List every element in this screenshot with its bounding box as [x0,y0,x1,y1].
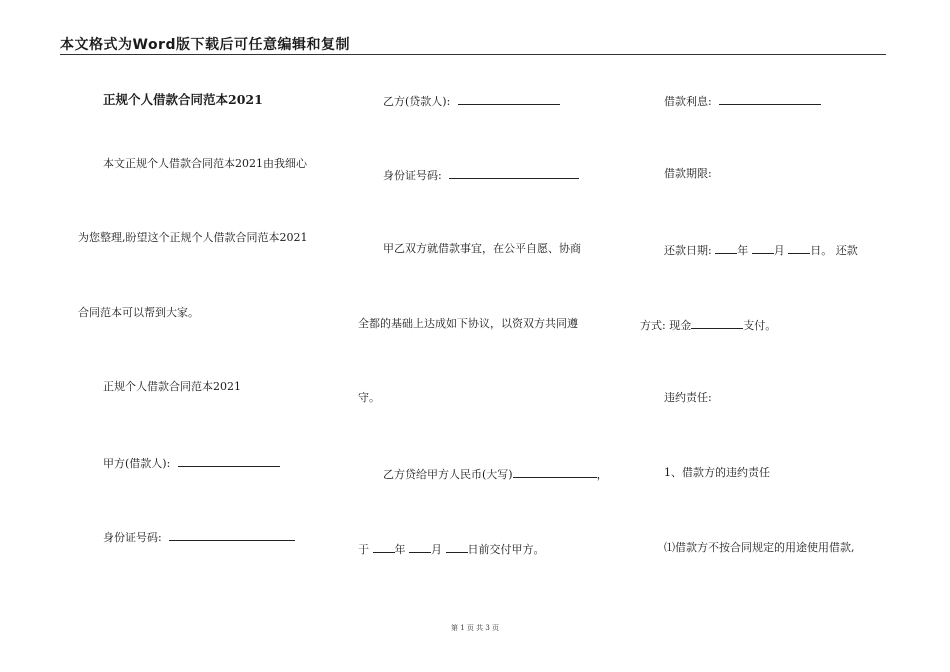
loan-amount-blank [513,466,597,478]
loan-amount-label: 乙方贷给甲方人民币(大写) [383,468,513,481]
delivery-day-label: 日前交付甲方。 [467,543,545,556]
repay-year-label: 年 [737,244,749,257]
intro-line-2: 为您整理,盼望这个正规个人借款合同范本2021 [78,231,308,244]
delivery-date-line [358,541,545,557]
delivery-month-label: 月 [431,543,442,556]
party-a-id-line [103,529,295,545]
contract-subtitle: 正规个人借款合同范本2021 [103,380,241,393]
party-a-label: 甲方(借款人): [103,457,171,470]
party-b-line [383,93,560,109]
party-b-id-blank [449,167,579,179]
delivery-prefix: 于 [358,543,369,556]
term-label: 借款期限: [664,167,712,180]
intro-line-1: 本文正规个人借款合同范本2021由我细心 [103,157,307,170]
repay-date-line [664,242,858,258]
delivery-year-blank [373,541,395,553]
document-header [60,32,886,55]
agreement-line-1: 甲乙双方就借款事宜，在公平自愿、协商 [383,242,581,255]
party-a-line [103,455,280,471]
delivery-month-blank [409,541,431,553]
repay-day-label: 日。 还款 [810,244,858,257]
delivery-year-label: 年 [394,543,406,556]
interest-blank [719,93,821,105]
loan-amount-line [383,466,608,482]
repay-date-label: 还款日期: [664,244,712,257]
party-a-blank [178,455,280,467]
interest-line [664,93,821,109]
repay-year-blank [715,242,737,254]
intro-line-3: 合同范本可以帮到大家。 [78,306,199,319]
delivery-day-blank [446,541,468,553]
party-b-blank [458,93,560,105]
page-number: 第 1 页 共 3 页 [450,624,500,632]
loan-amount-comma: ， [596,468,608,481]
contract-title: 正规个人借款合同范本2021 [103,92,263,107]
agreement-line-3: 守。 [358,391,380,404]
payment-method-label: 方式: 现金 [640,319,692,332]
payment-method-line [640,317,776,333]
repay-day-blank [788,242,810,254]
repay-month-blank [752,242,774,254]
party-a-id-blank [169,529,295,541]
interest-label: 借款利息: [664,95,712,108]
breach-heading: 违约责任: [664,391,712,404]
borrower-breach-heading: 1、借款方的违约责任 [664,466,770,479]
borrower-breach-item-1: ⑴借款方不按合同规定的用途使用借款, [664,541,855,554]
party-b-label: 乙方(贷款人): [383,95,451,108]
party-a-id-label: 身份证号码: [103,531,162,544]
payment-method-suffix: 支付。 [743,319,777,332]
agreement-line-2: 全都的基础上达成如下协议，以资双方共同遵 [358,317,578,330]
repay-month-label: 月 [773,244,785,257]
payment-method-blank [691,317,743,329]
party-b-id-line [383,167,579,183]
header-title: 本文格式为Word版下载后可任意编辑和复制 [60,37,350,53]
party-b-id-label: 身份证号码: [383,169,442,182]
